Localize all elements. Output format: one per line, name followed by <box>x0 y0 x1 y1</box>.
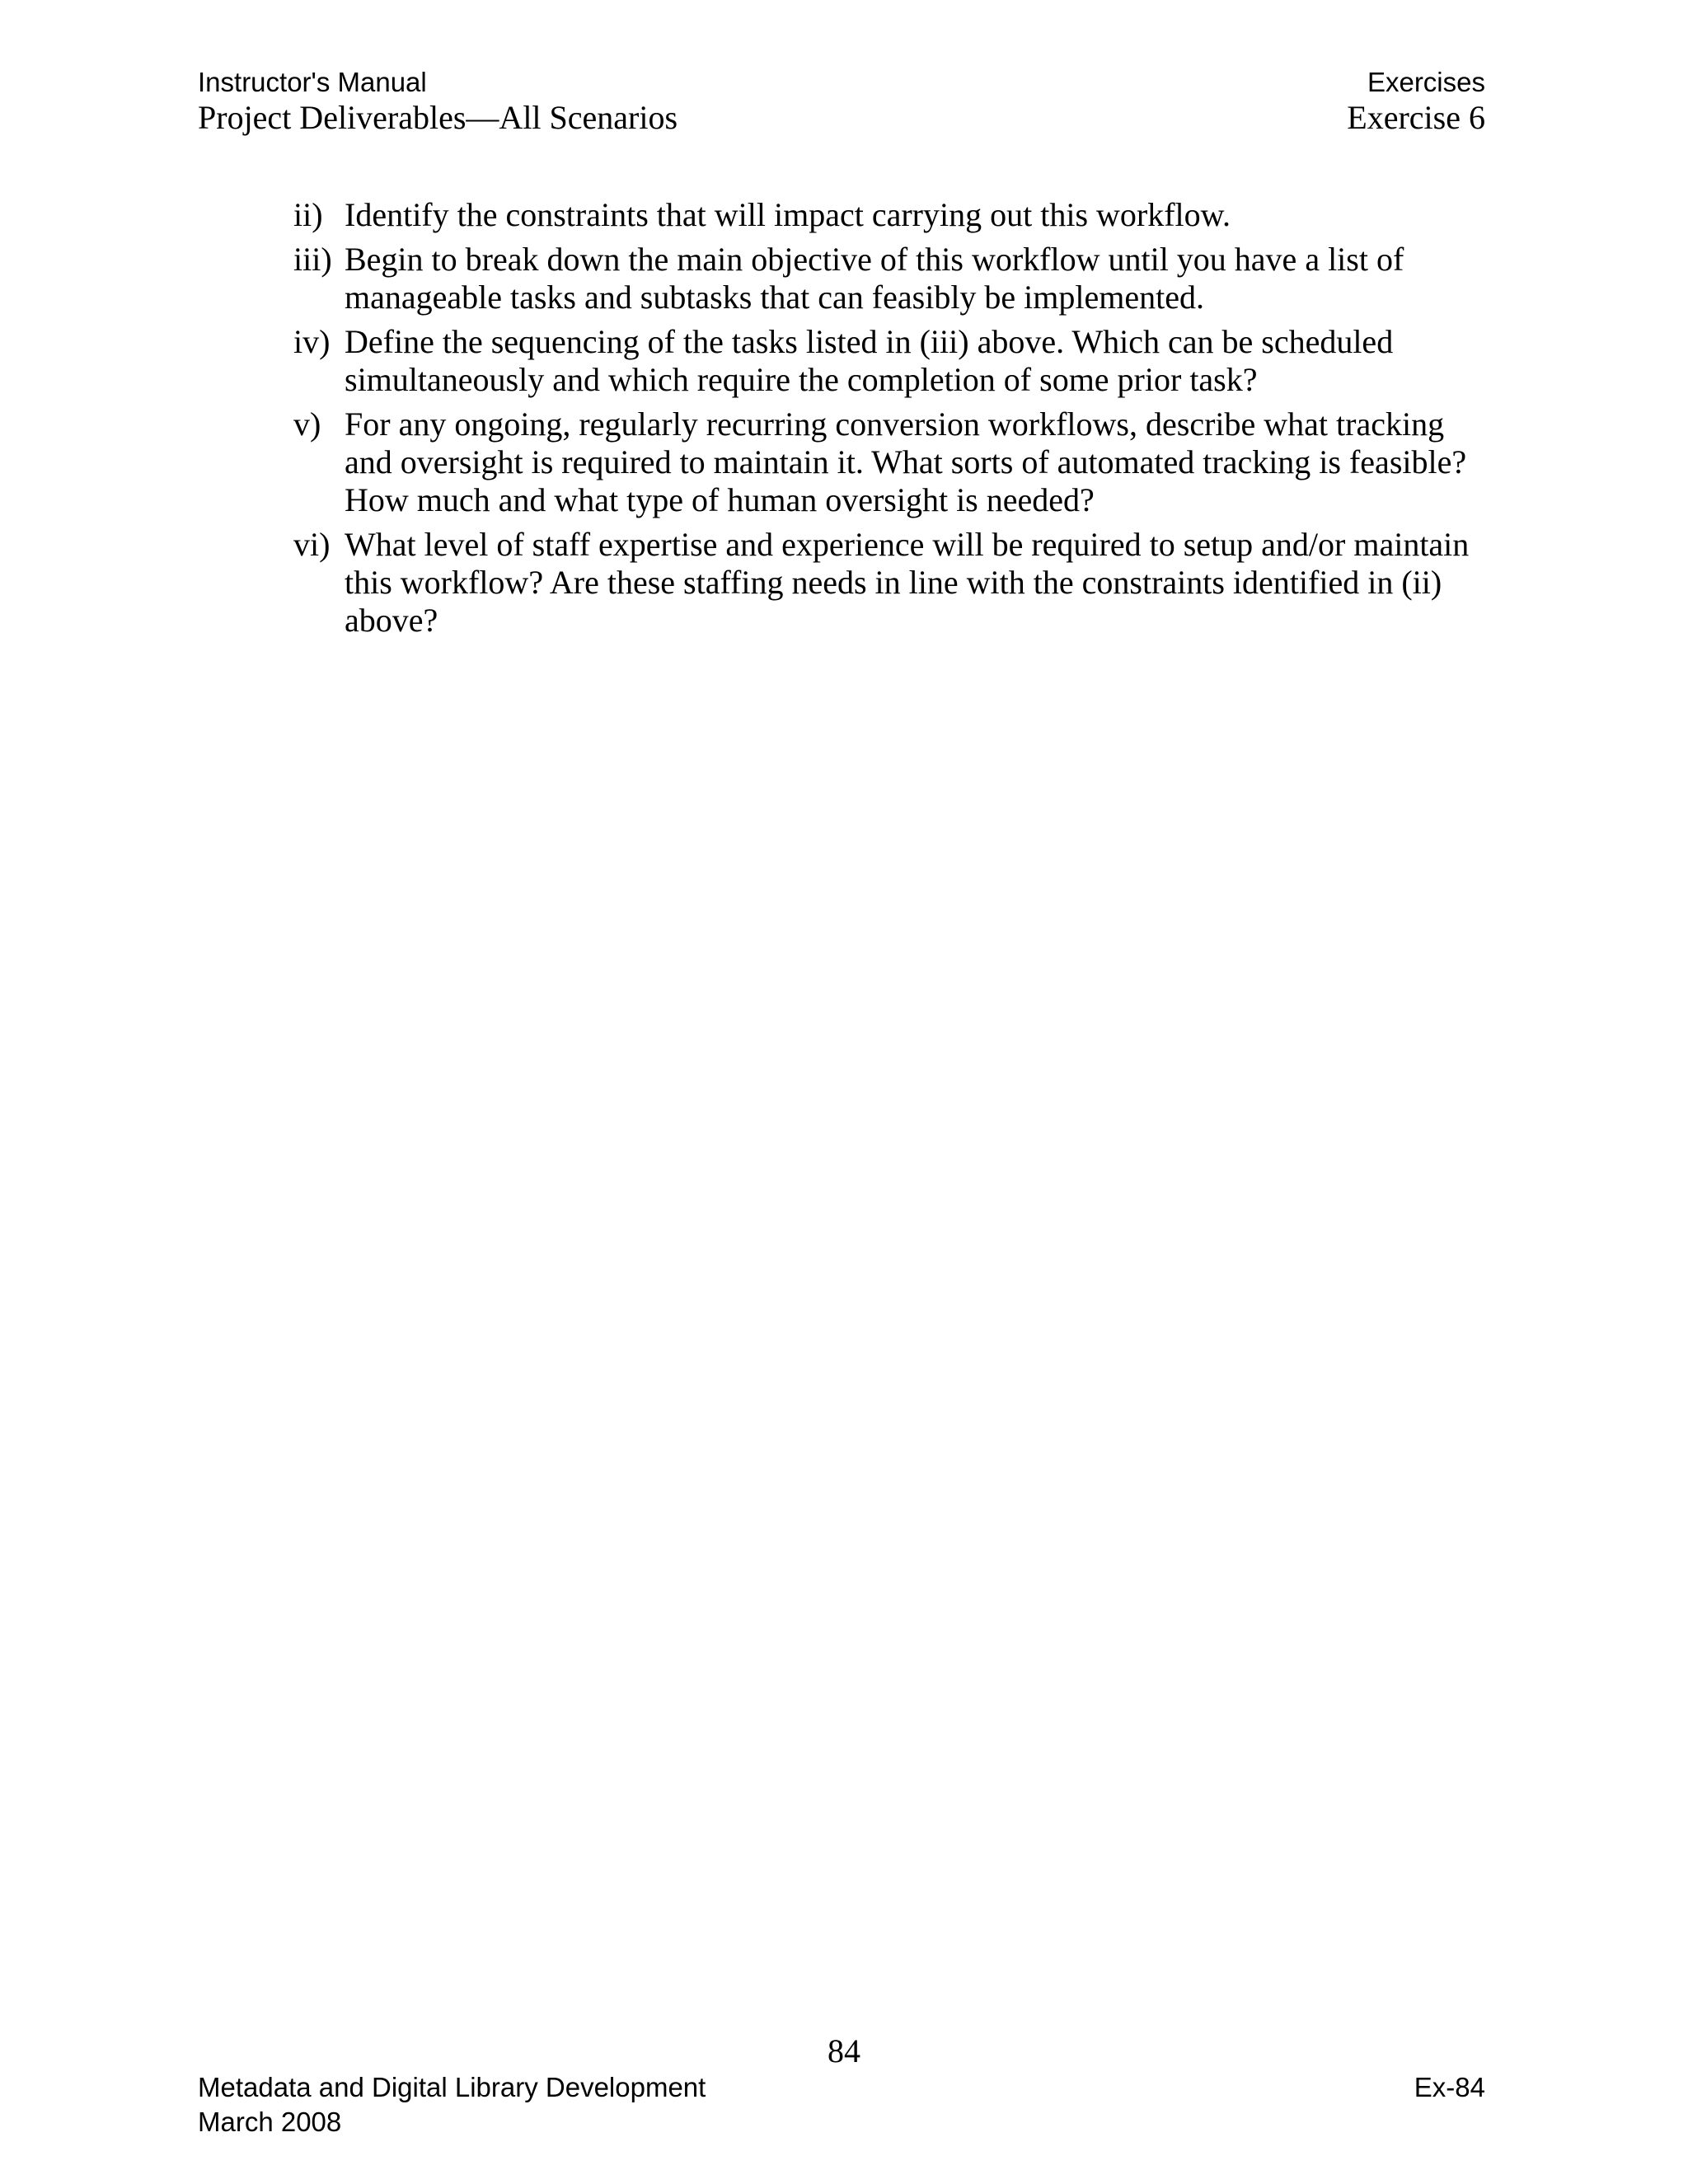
item-text: For any ongoing, regularly recurring conversion workflows, describe what tracking and oversight is required to maintain it. What sorts of automated tracking is feasible? How much and what type of human oversight is needed? <box>345 405 1467 518</box>
section-title: Exercises <box>1367 67 1485 97</box>
item-text: Define the sequencing of the tasks listed in (iii) above. Which can be scheduled simultaneously and which require the completion of some prior task? <box>345 323 1394 398</box>
list-item <box>293 196 1497 234</box>
list-item <box>293 405 1497 519</box>
page-number: 84 <box>828 2032 860 2069</box>
header-row-bottom <box>198 97 1485 138</box>
item-number: vi) <box>293 526 331 563</box>
item-number: ii) <box>293 196 323 233</box>
manual-title: Instructor's Manual <box>198 67 427 97</box>
item-text: Begin to break down the main objective of this workflow until you have a list of manageable tasks and subtasks that can feasibly be implemented. <box>345 241 1404 316</box>
page-header <box>198 66 1485 148</box>
list-item <box>293 241 1497 316</box>
item-number: iv) <box>293 323 331 360</box>
header-row-top <box>198 66 1485 99</box>
footer-row <box>198 2070 1485 2105</box>
list-item <box>293 323 1497 399</box>
exercise-title: Exercise 6 <box>1347 99 1485 136</box>
item-text: What level of staff expertise and experience will be required to setup and/or maintain this workflow? Are these staffing needs in line with the constraints identified in (ii) above? <box>345 526 1470 639</box>
chapter-title: Project Deliverables—All Scenarios <box>198 99 678 136</box>
page-code: Ex-84 <box>1414 2072 1485 2102</box>
list-item <box>293 526 1497 640</box>
footer-date: March 2008 <box>198 2107 342 2137</box>
item-number: v) <box>293 405 321 443</box>
item-text: Identify the constraints that will impact carrying out this workflow. <box>345 196 1231 233</box>
question-list <box>293 196 1497 646</box>
page-footer <box>198 2070 1485 2139</box>
course-title: Metadata and Digital Library Development <box>198 2072 706 2102</box>
item-number: iii) <box>293 241 332 278</box>
